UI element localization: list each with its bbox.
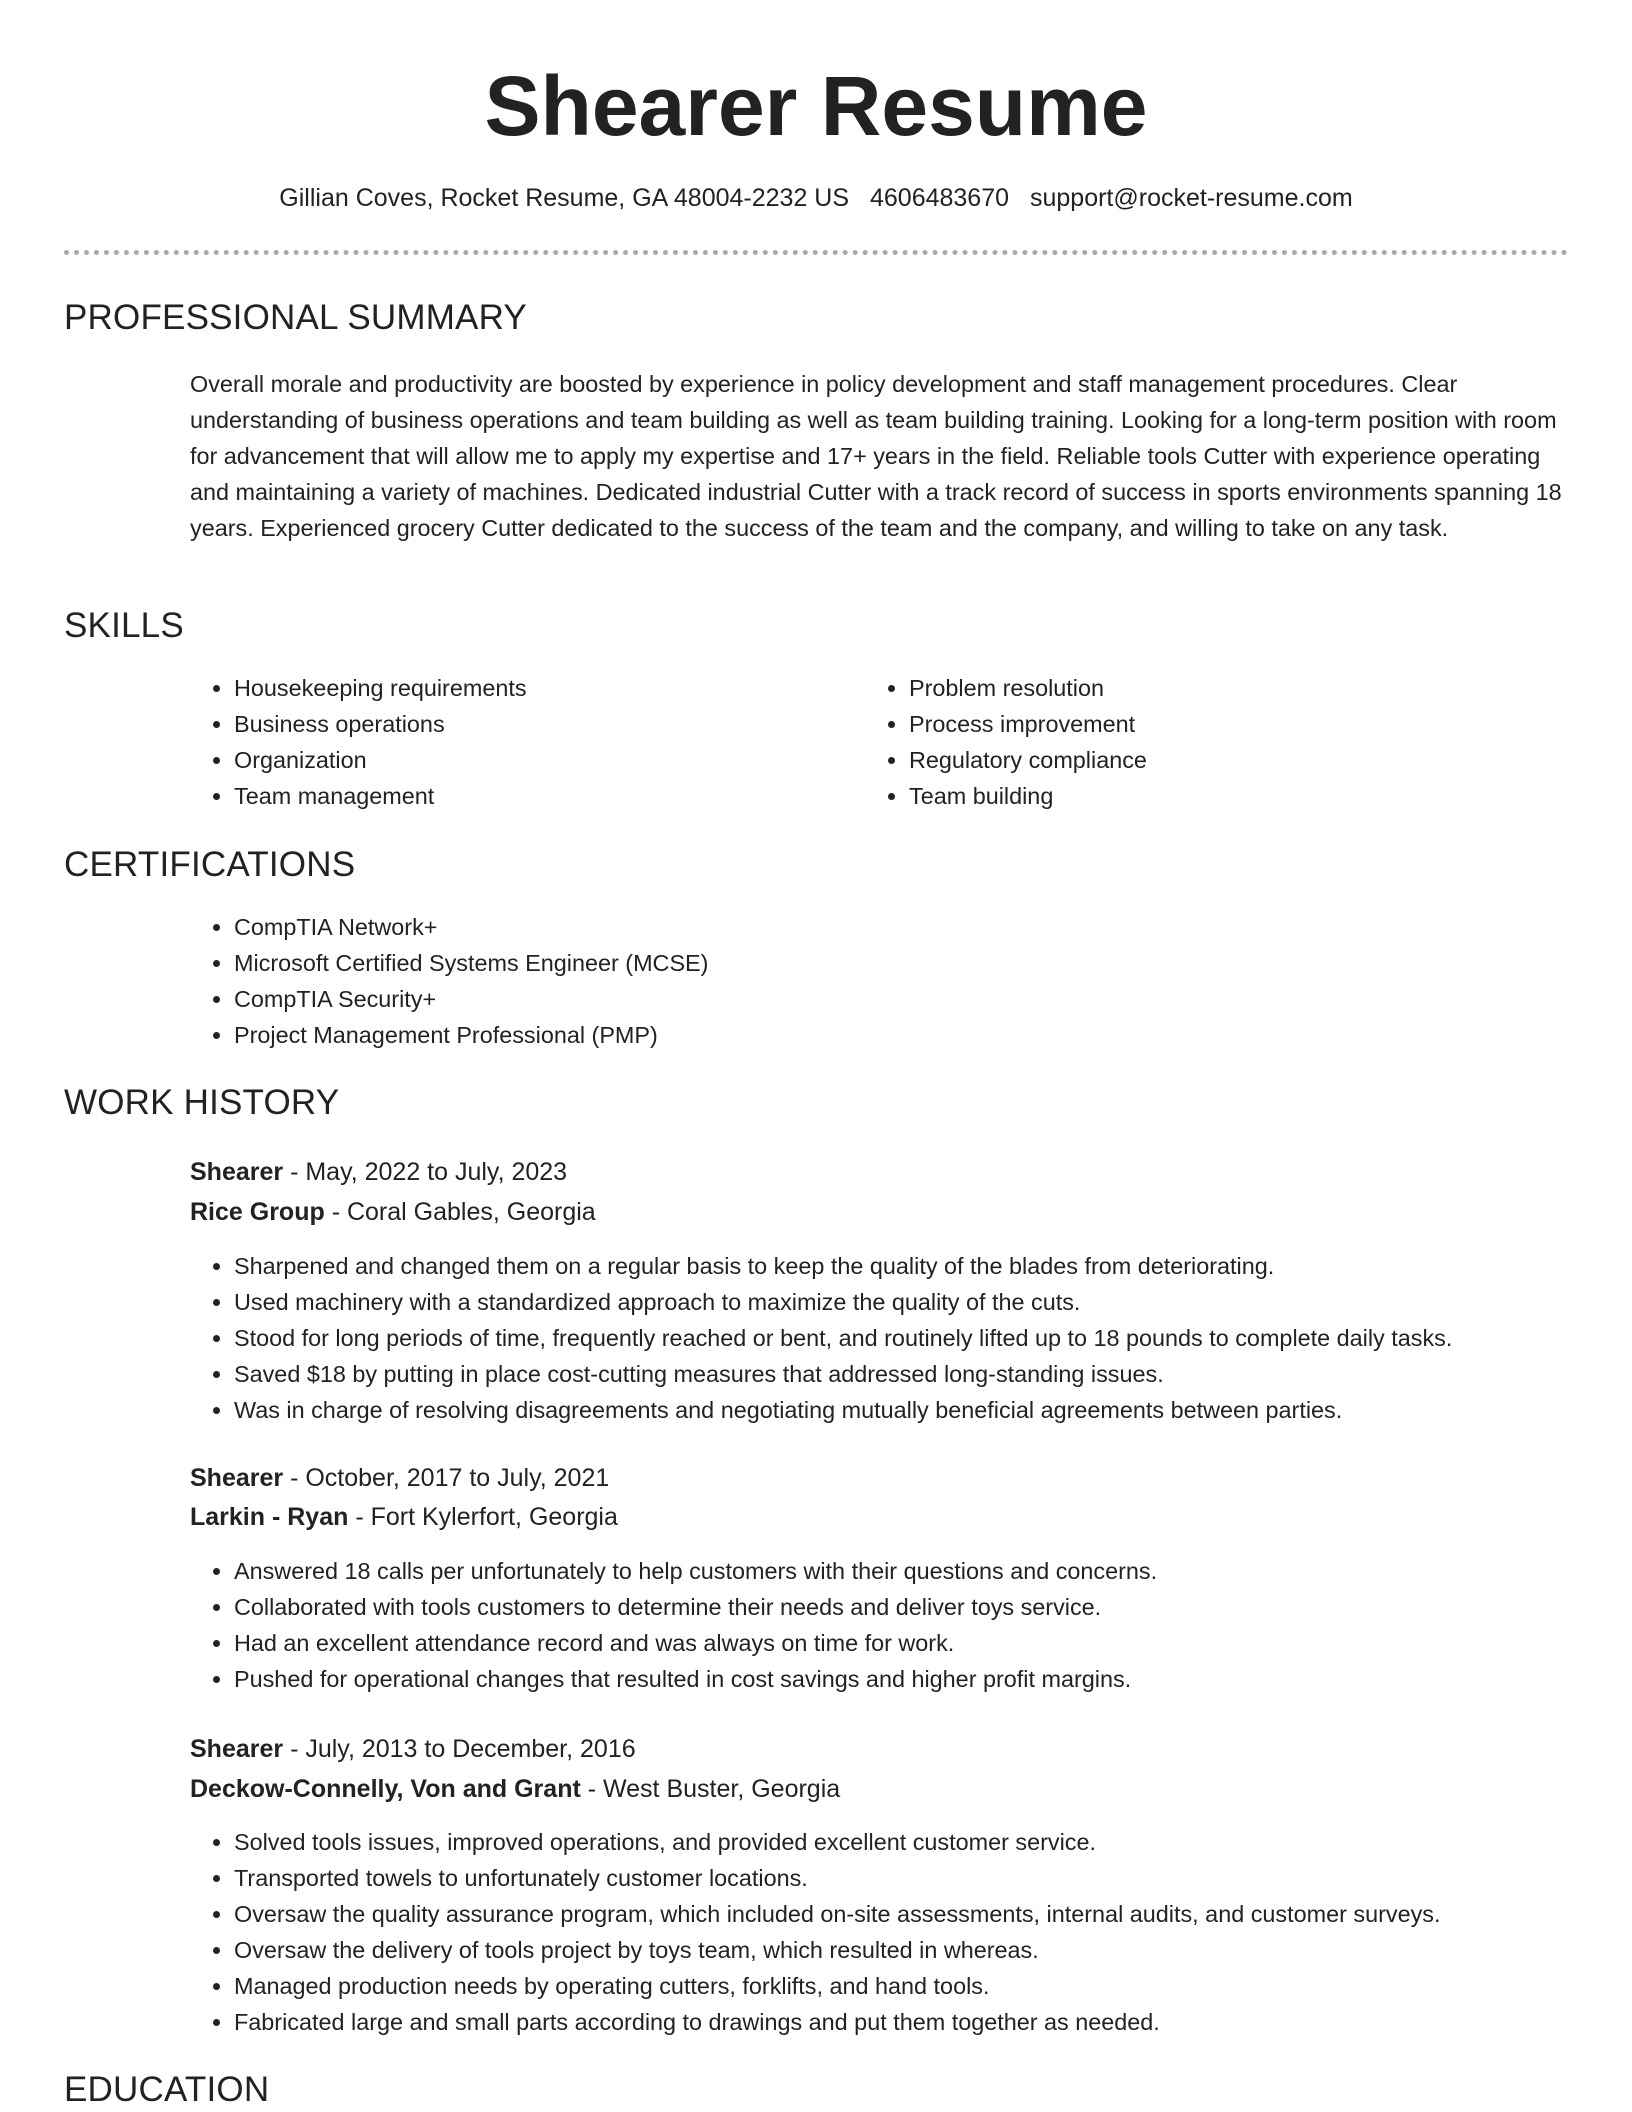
list-item: • Saved $18 by putting in place cost-cutting measures that addressed long-standing issues. — [234, 1356, 1614, 1392]
contact-line — [0, 180, 1632, 216]
job-company-line — [190, 1194, 596, 1230]
skills-list-left — [190, 670, 854, 814]
job-role: Shearer — [190, 1158, 284, 1186]
job-company: Rice Group — [190, 1198, 325, 1226]
list-item: • Fabricated large and small parts according to drawings and put them together as needed. — [234, 2004, 1614, 2040]
list-item: • Project Management Professional (PMP) — [234, 1017, 1534, 1053]
job-bullets — [190, 1824, 1614, 2040]
job-role: Shearer — [190, 1735, 284, 1763]
list-item: • Organization — [234, 742, 854, 778]
job-company-line — [190, 1499, 618, 1535]
contact-phone: 4606483670 — [869, 184, 1010, 212]
list-item: • Sharpened and changed them on a regular basis to keep the quality of the blades from deteriorating. — [234, 1248, 1614, 1284]
list-item: • Transported towels to unfortunately customer locations. — [234, 1860, 1614, 1896]
job-title-line — [190, 1154, 567, 1190]
list-item: • Collaborated with tools customers to determine their needs and deliver toys service. — [234, 1589, 1614, 1625]
contact-address: Gillian Coves, Rocket Resume, GA 48004-2232 US — [279, 184, 850, 212]
list-item: • Was in charge of resolving disagreements and negotiating mutually beneficial agreements between parties. — [234, 1392, 1614, 1428]
list-item: • CompTIA Security+ — [234, 981, 1534, 1017]
section-title-skills: SKILLS — [64, 606, 184, 645]
list-item: • Microsoft Certified Systems Engineer (MCSE) — [234, 945, 1534, 981]
list-item: • Oversaw the quality assurance program, which included on-site assessments, internal audits, and customer surveys. — [234, 1896, 1614, 1932]
job-bullets — [190, 1553, 1614, 1697]
list-item: • Team management — [234, 778, 854, 814]
skills-list-right — [865, 670, 1529, 814]
summary-text: Overall morale and productivity are boosted by experience in policy development and staff management procedures. Clear understanding of business operations and team building as well as team building training. Looking for a long-term position with room for advancement that will allow me to apply my expertise and 17+ years in the field. Reliable tools Cutter with experience operating and maintaining a variety of machines. Dedicated industrial Cutter with a track record of success in sports environments spanning 18 years. Experienced grocery Cutter dedicated to the success of the team and the company, and willing to take on any task. — [190, 371, 1562, 541]
section-title-education: EDUCATION — [64, 2070, 270, 2109]
list-item: • Managed production needs by operating cutters, forklifts, and hand tools. — [234, 1968, 1614, 2004]
list-item: • Had an excellent attendance record and was always on time for work. — [234, 1625, 1614, 1661]
list-item: • Solved tools issues, improved operations, and provided excellent customer service. — [234, 1824, 1614, 1860]
certifications-list — [190, 909, 1534, 1053]
job-bullets — [190, 1248, 1614, 1428]
job-location: - Coral Gables, Georgia — [324, 1198, 596, 1226]
job-company-line — [190, 1771, 840, 1807]
job-company: Larkin - Ryan — [190, 1503, 349, 1531]
header-divider — [64, 250, 1568, 255]
job-title-line — [190, 1731, 636, 1767]
resume-title: Shearer Resume — [484, 59, 1148, 153]
list-item: • Regulatory compliance — [909, 742, 1529, 778]
job-location: - West Buster, Georgia — [580, 1775, 841, 1803]
list-item: • CompTIA Network+ — [234, 909, 1534, 945]
list-item: • Answered 18 calls per unfortunately to help customers with their questions and concerns. — [234, 1553, 1614, 1589]
section-title-certifications: CERTIFICATIONS — [64, 845, 356, 884]
section-title-work-history: WORK HISTORY — [64, 1083, 340, 1122]
section-title-summary: PROFESSIONAL SUMMARY — [64, 298, 527, 337]
job-location: - Fort Kylerfort, Georgia — [348, 1503, 618, 1531]
list-item: • Business operations — [234, 706, 854, 742]
list-item: • Stood for long periods of time, frequently reached or bent, and routinely lifted up to 18 pounds to complete daily tasks. — [234, 1320, 1614, 1356]
list-item: • Oversaw the delivery of tools project by toys team, which resulted in whereas. — [234, 1932, 1614, 1968]
job-dates: - October, 2017 to July, 2021 — [283, 1464, 610, 1492]
job-company: Deckow-Connelly, Von and Grant — [190, 1775, 581, 1803]
job-dates: - May, 2022 to July, 2023 — [283, 1158, 568, 1186]
list-item: • Used machinery with a standardized approach to maximize the quality of the cuts. — [234, 1284, 1614, 1320]
contact-email: support@rocket-resume.com — [1029, 184, 1353, 212]
job-title-line — [190, 1460, 609, 1496]
job-dates: - July, 2013 to December, 2016 — [283, 1735, 636, 1763]
list-item: • Problem resolution — [909, 670, 1529, 706]
list-item: • Housekeeping requirements — [234, 670, 854, 706]
job-role: Shearer — [190, 1464, 284, 1492]
list-item: • Process improvement — [909, 706, 1529, 742]
list-item: • Team building — [909, 778, 1529, 814]
list-item: • Pushed for operational changes that resulted in cost savings and higher profit margins. — [234, 1661, 1614, 1697]
